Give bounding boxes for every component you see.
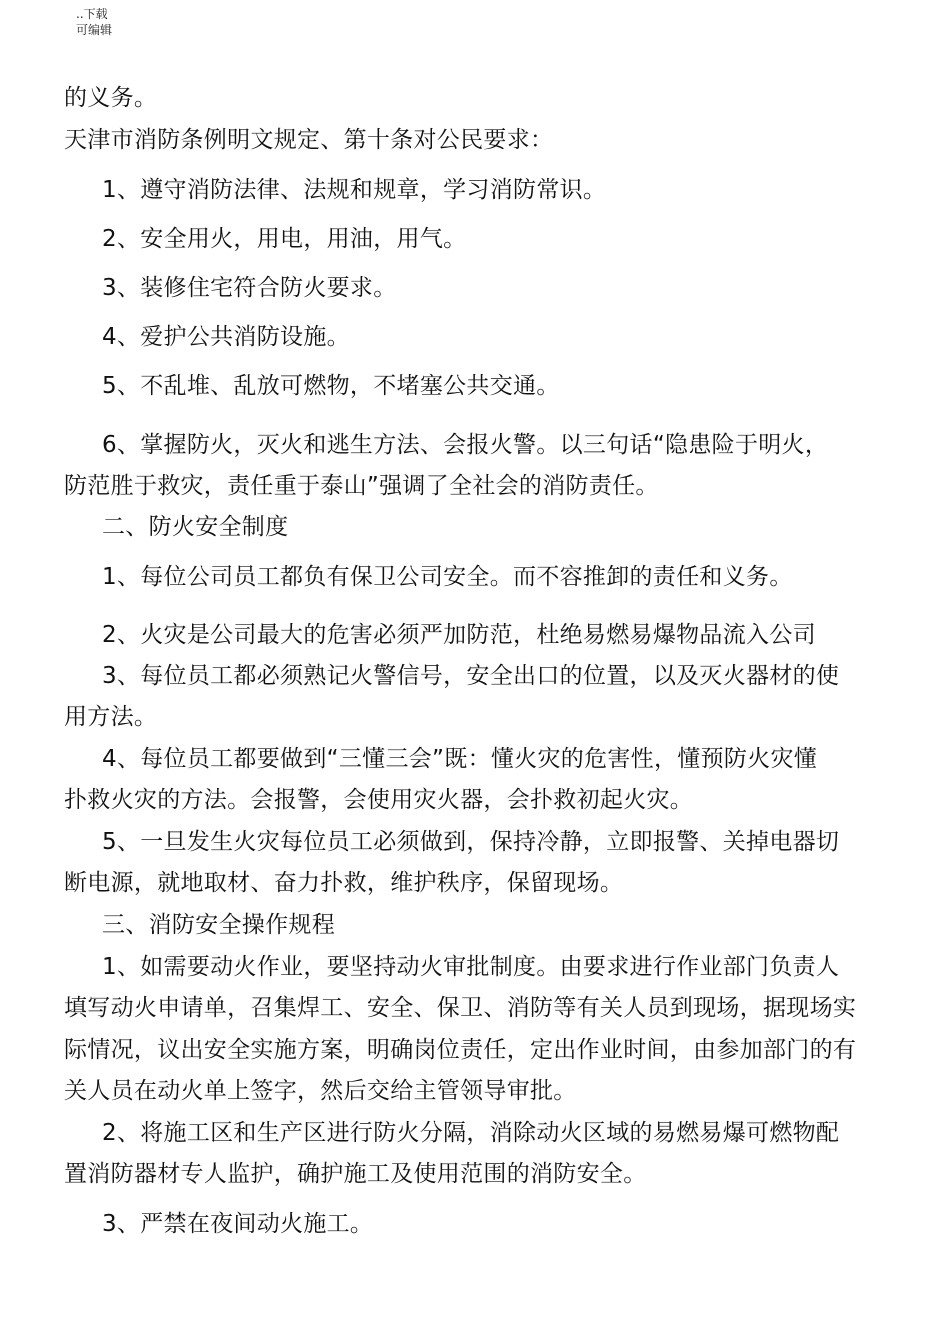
text-line: 天津市消防条例明文规定、第十条对公民要求： bbox=[64, 127, 554, 153]
text-line: 扑救火灾的方法。会报警，会使用灾火器，会扑救初起火灾。 bbox=[64, 787, 694, 813]
section-heading: 三、消防安全操作规程 bbox=[102, 912, 335, 938]
list-item: 3、装修住宅符合防火要求。 bbox=[102, 275, 397, 301]
list-item: 5、一旦发生火灾每位员工必须做到，保持冷静，立即报警、关掉电器切 bbox=[102, 829, 840, 855]
text-line: 置消防器材专人监护，确护施工及使用范围的消防安全。 bbox=[64, 1161, 647, 1187]
list-item: 2、安全用火，用电，用油，用气。 bbox=[102, 226, 467, 252]
text-line: 际情况，议出安全实施方案，明确岗位责任，定出作业时间，由参加部门的有 bbox=[64, 1037, 857, 1063]
page-header bbox=[76, 6, 112, 38]
list-item: 3、每位员工都必须熟记火警信号，安全出口的位置，以及灭火器材的使 bbox=[102, 663, 840, 689]
list-item: 4、每位员工都要做到“三懂三会”既：懂火灾的危害性，懂预防火灾懂 bbox=[102, 746, 818, 772]
list-item: 1、每位公司员工都负有保卫公司安全。而不容推卸的责任和义务。 bbox=[102, 564, 793, 590]
text-line: 断电源，就地取材、奋力扑救，维护秩序，保留现场。 bbox=[64, 870, 624, 896]
text-line: 填写动火申请单，召集焊工、安全、保卫、消防等有关人员到现场，据现场实 bbox=[64, 995, 857, 1021]
text-line: 用方法。 bbox=[64, 704, 158, 730]
list-item: 1、遵守消防法律、法规和规章，学习消防常识。 bbox=[102, 177, 607, 203]
list-item: 3、严禁在夜间动火施工。 bbox=[102, 1211, 374, 1237]
text-line: 防范胜于救灾，责任重于泰山”强调了全社会的消防责任。 bbox=[64, 473, 659, 499]
text-line: 关人员在动火单上签字，然后交给主管领导审批。 bbox=[64, 1078, 577, 1104]
list-item: 2、将施工区和生产区进行防火分隔，消除动火区域的易燃易爆可燃物配 bbox=[102, 1120, 840, 1146]
list-item: 5、不乱堆、乱放可燃物，不堵塞公共交通。 bbox=[102, 373, 560, 399]
section-heading: 二、防火安全制度 bbox=[102, 514, 289, 540]
header-download-note: ..下载 bbox=[76, 7, 108, 21]
header-editable-note: 可编辑 bbox=[76, 23, 113, 37]
list-item: 1、如需要动火作业，要坚持动火审批制度。由要求进行作业部门负责人 bbox=[102, 954, 840, 980]
text-line: 的义务。 bbox=[64, 85, 158, 111]
list-item: 4、爱护公共消防设施。 bbox=[102, 324, 350, 350]
list-item: 2、火灾是公司最大的危害必须严加防范，杜绝易燃易爆物品流入公司 bbox=[102, 622, 816, 648]
list-item: 6、掌握防火，灭火和逃生方法、会报火警。以三句话“隐患险于明火， bbox=[102, 432, 829, 458]
